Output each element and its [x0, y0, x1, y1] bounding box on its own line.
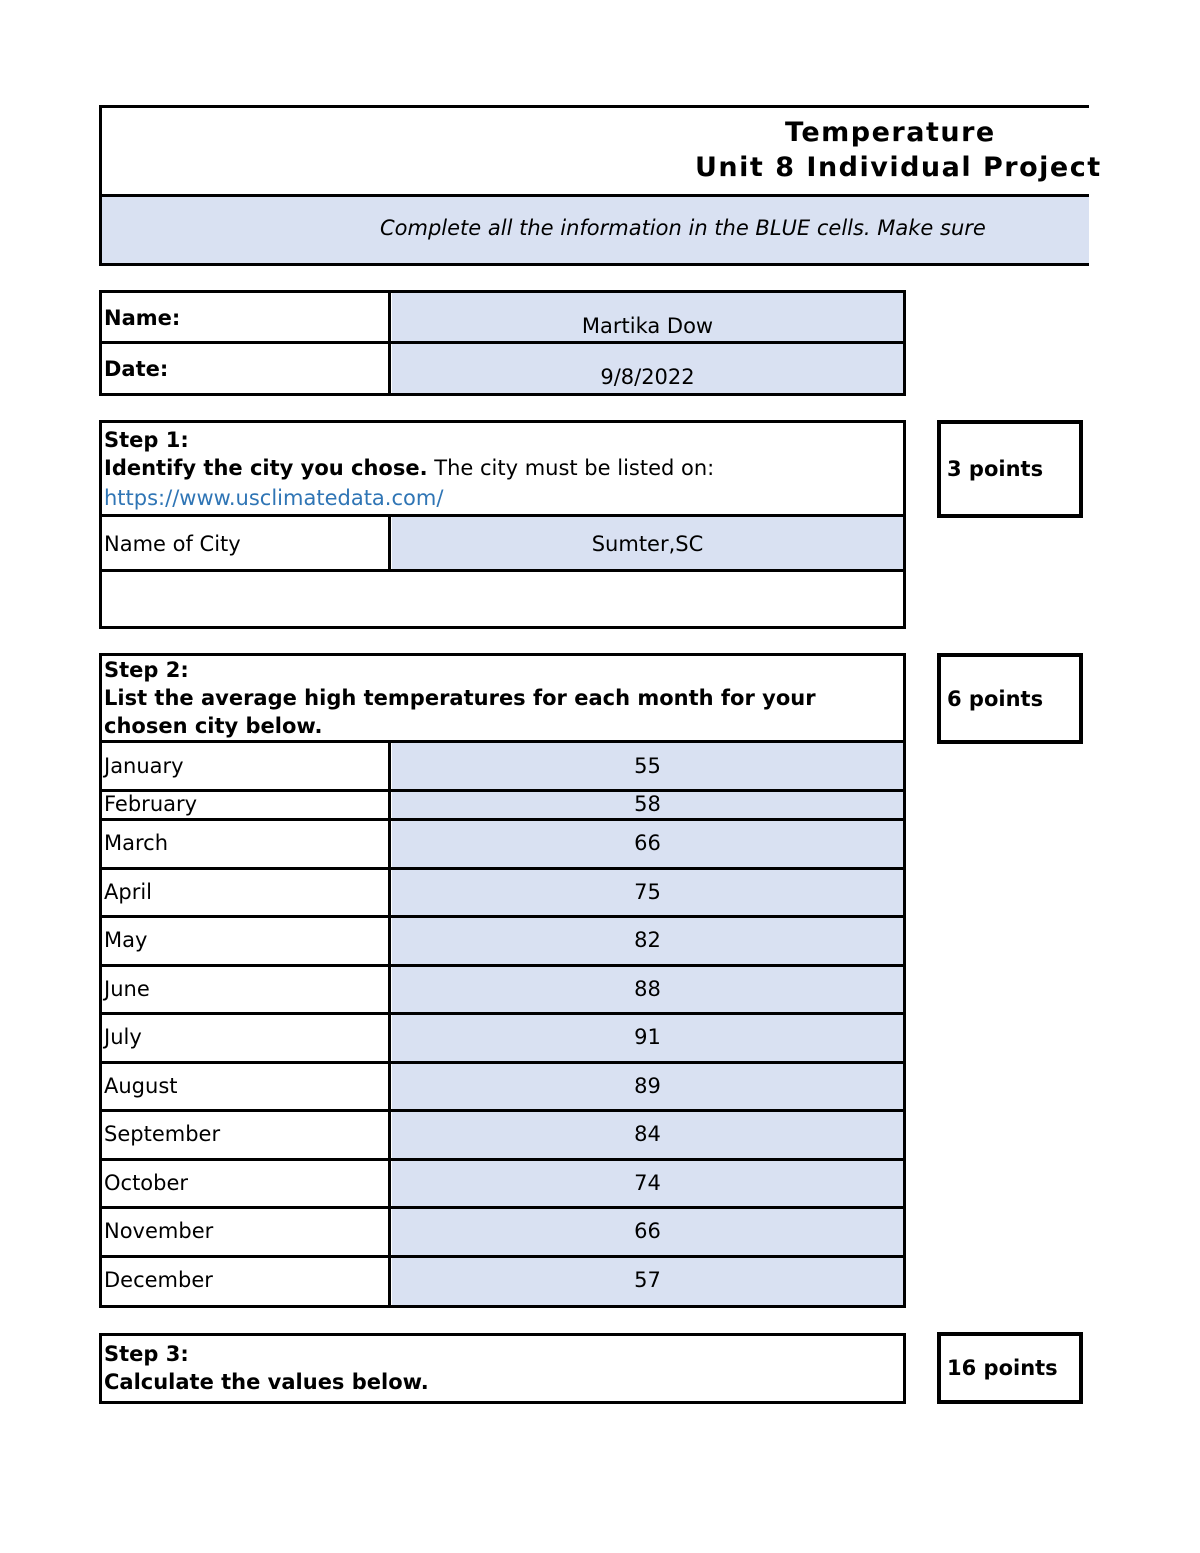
month-label: January — [104, 754, 184, 778]
step1-instruction-bold: Identify the city you chose. — [104, 456, 428, 480]
step3-points-box: 16 points — [937, 1332, 1083, 1404]
page-title: Temperature — [785, 117, 996, 148]
month-temp-cell[interactable]: 82 — [634, 928, 661, 952]
date-value-cell[interactable]: 9/8/2022 — [600, 365, 695, 389]
step1-heading: Step 1: — [104, 428, 189, 452]
month-temp-cell[interactable]: 88 — [634, 977, 661, 1001]
step2-points-box: 6 points — [937, 653, 1083, 744]
month-temp-cell[interactable]: 57 — [634, 1268, 661, 1292]
month-label: April — [104, 880, 152, 904]
name-value-cell[interactable]: Martika Dow — [581, 314, 714, 338]
city-value-cell[interactable]: Sumter,SC — [591, 532, 704, 556]
month-temp-cell[interactable]: 75 — [634, 880, 661, 904]
month-label: March — [104, 831, 169, 855]
month-label: November — [104, 1219, 214, 1243]
month-temp-cell[interactable]: 55 — [634, 754, 661, 778]
step1-divider-bottom — [99, 569, 906, 572]
name-label: Name: — [104, 306, 181, 330]
month-label: June — [104, 977, 150, 1001]
month-temp-cell[interactable]: 91 — [634, 1025, 661, 1049]
month-temp-cell[interactable]: 66 — [634, 831, 661, 855]
step2-column-divider — [388, 740, 391, 1308]
month-label: September — [104, 1122, 221, 1146]
month-temp-cell[interactable]: 58 — [634, 792, 661, 816]
month-temp-cell[interactable]: 84 — [634, 1122, 661, 1146]
step2-heading: Step 2: — [104, 658, 189, 682]
date-label: Date: — [104, 357, 169, 381]
month-label: February — [104, 792, 198, 816]
city-label: Name of City — [104, 532, 241, 556]
month-label: August — [104, 1074, 178, 1098]
month-temp-cell[interactable]: 66 — [634, 1219, 661, 1243]
month-temp-cell[interactable]: 74 — [634, 1171, 661, 1195]
page-subtitle: Unit 8 Individual Project — [695, 152, 1102, 183]
step1-instruction-rest: The city must be listed on: — [427, 456, 715, 480]
month-label: May — [104, 928, 148, 952]
header-divider — [99, 194, 1089, 197]
usclimatedata-link[interactable]: https://www.usclimatedata.com/ — [104, 486, 444, 510]
step2-instruction-line1: List the average high temperatures for each month for your — [104, 686, 816, 710]
step2-instruction-line2: chosen city below. — [104, 714, 323, 738]
instructions-text: Complete all the information in the BLUE cells. Make sure — [380, 216, 986, 240]
month-label: October — [104, 1171, 189, 1195]
step1-column-divider — [388, 514, 391, 572]
month-label: December — [104, 1268, 213, 1292]
step3-instruction: Calculate the values below. — [104, 1370, 429, 1394]
month-temp-cell[interactable]: 89 — [634, 1074, 661, 1098]
info-row-divider — [99, 341, 906, 344]
step1-points-box: 3 points — [937, 420, 1083, 518]
step3-heading: Step 3: — [104, 1342, 189, 1366]
month-label: July — [104, 1025, 142, 1049]
step1-instruction — [104, 456, 714, 480]
